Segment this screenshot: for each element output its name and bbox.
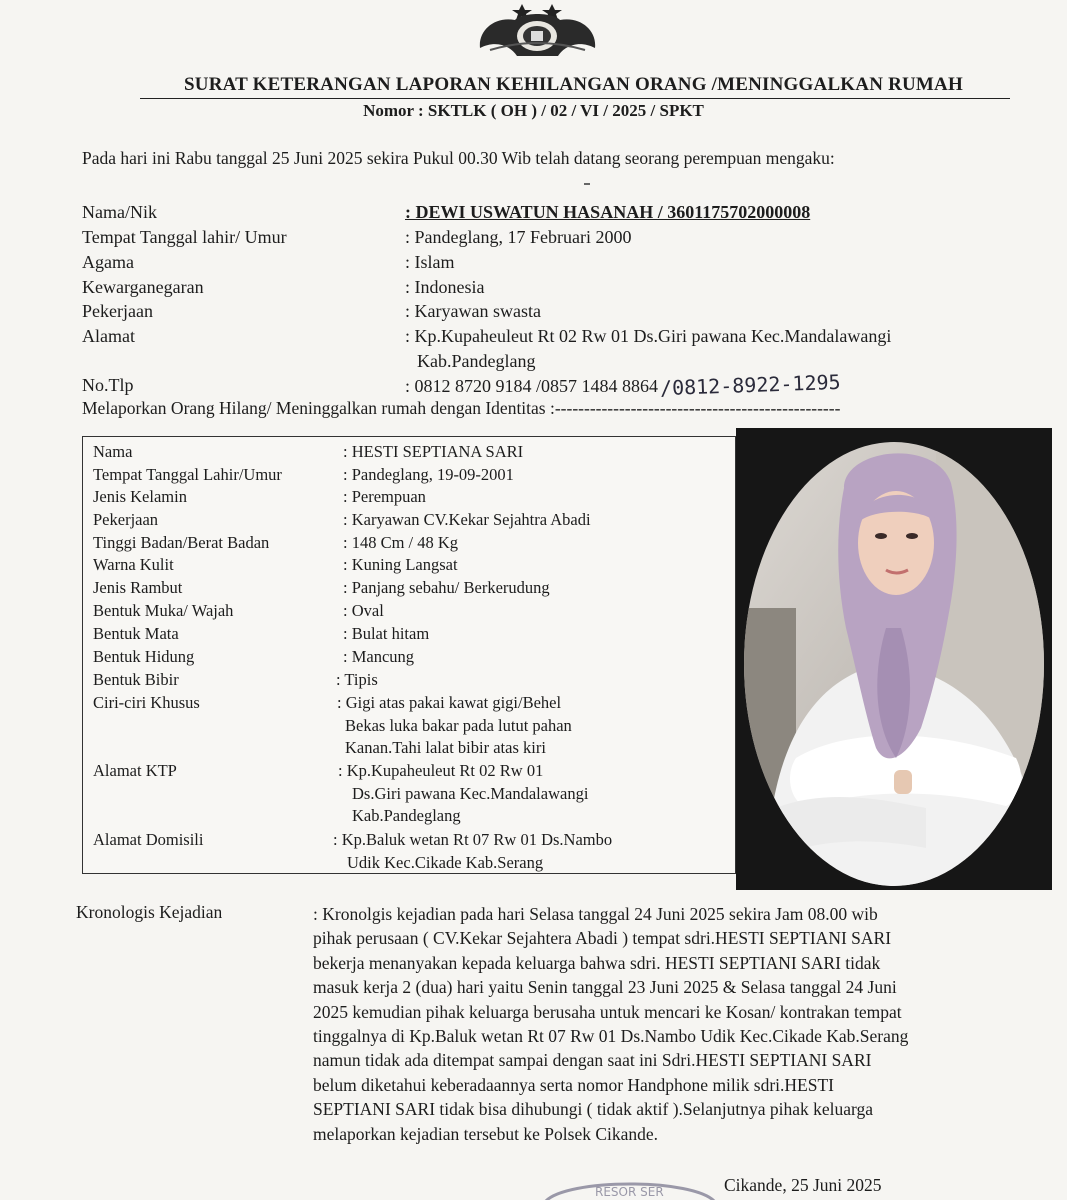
- kronologi-label: Kronologis Kejadian: [76, 902, 223, 922]
- report-intro: Melaporkan Orang Hilang/ Meninggalkan rumah dengan Identitas :-------------------------------------------------: [82, 398, 841, 418]
- missing-person-box: Nama : HESTI SEPTIANA SARI Tempat Tanggal Lahir/Umur : Pandeglang, 19-09-2001 Jenis Kelamin : Perempuan Pekerjaan : Karyawan CV.Kekar Sejahtra Abadi Tinggi Badan/Berat Badan : 148 Cm / 48 Kg Warna Kulit : Kuning Langsat Jenis Rambut : Panjang sebahu/ Berkerudung Bentuk Muka/ Wajah : Oval Bentuk Mata : Bulat hitam Bentuk Hidung : Mancung Bentuk Bibir : Tipis Ciri-ciri Khusus : Gigi atas pakai kawat gigi/Behel Bekas luka bakar pada lutut pahan Kanan.Tahi lalat bibir atas kiri Alamat KTP : Kp.Kupaheuleut Rt 02 Rw 01 Ds.Giri pawana Kec.Mandalawangi Kab.Pandeglang Alamat Domisili : Kp.Baluk wetan Rt 07 Rw 01 Ds.Nambo Udik Kec.Cikade Kab.Serang: [82, 436, 736, 874]
- svg-text:RESOR SER: RESOR SER: [595, 1185, 664, 1199]
- title-underline: [140, 98, 1010, 99]
- phone-handwritten: /0812-8922-1295: [659, 369, 842, 401]
- kronologi-text: : Kronolgis kejadian pada hari Selasa tanggal 24 Juni 2025 sekira Jam 08.00 wib pihak perusaan ( CV.Kekar Sejahtera Abadi ) tempat sdri.HESTI SEPTIANI SARI bekerja menanyakan kepada keluarga bahwa sdri. HESTI SEPTIANI SARI tidak masuk kerja 2 (dua) hari yaitu Senin tanggal 23 Juni 2025 & Selasa tanggal 24 Juni 2025 kemudian pihak keluarga berusaha untuk mencari ke Kosan/ kontrakan tempat tinggalnya di Kp.Baluk wetan Rt 07 Rw 01 Ds.Nambo Udik Kec.Cikade Kab.Serang namun tidak ada ditempat sampai dengan saat ini Sdri.HESTI SEPTIANI SARI belum diketahui keberadaannya serta nomor Handphone milik sdri.HESTI SEPTIANI SARI tidak bisa dihubungi ( tidak aktif ).Selanjutnya pihak keluarga melaporkan kejadian tersebut ke Polsek Cikande.: [313, 904, 909, 1144]
- place-date: Cikande, 25 Juni 2025: [724, 1175, 882, 1195]
- document-title: SURAT KETERANGAN LAPORAN KEHILANGAN ORANG /MENINGGALKAN RUMAH: [184, 74, 963, 95]
- official-stamp: [535, 1170, 725, 1200]
- document-number: Nomor : SKTLK ( OH ) / 02 / VI / 2025 / SPKT: [363, 101, 704, 120]
- phone-typed: : 0812 8720 9184 /0857 1484 8864: [405, 376, 659, 396]
- missing-person-photo: [736, 428, 1052, 890]
- ink-mark: [584, 183, 590, 185]
- police-emblem-icon: [470, 0, 605, 62]
- intro-paragraph: Pada hari ini Rabu tanggal 25 Juni 2025 sekira Pukul 00.30 Wib telah datang seorang perempuan mengaku:: [82, 148, 835, 168]
